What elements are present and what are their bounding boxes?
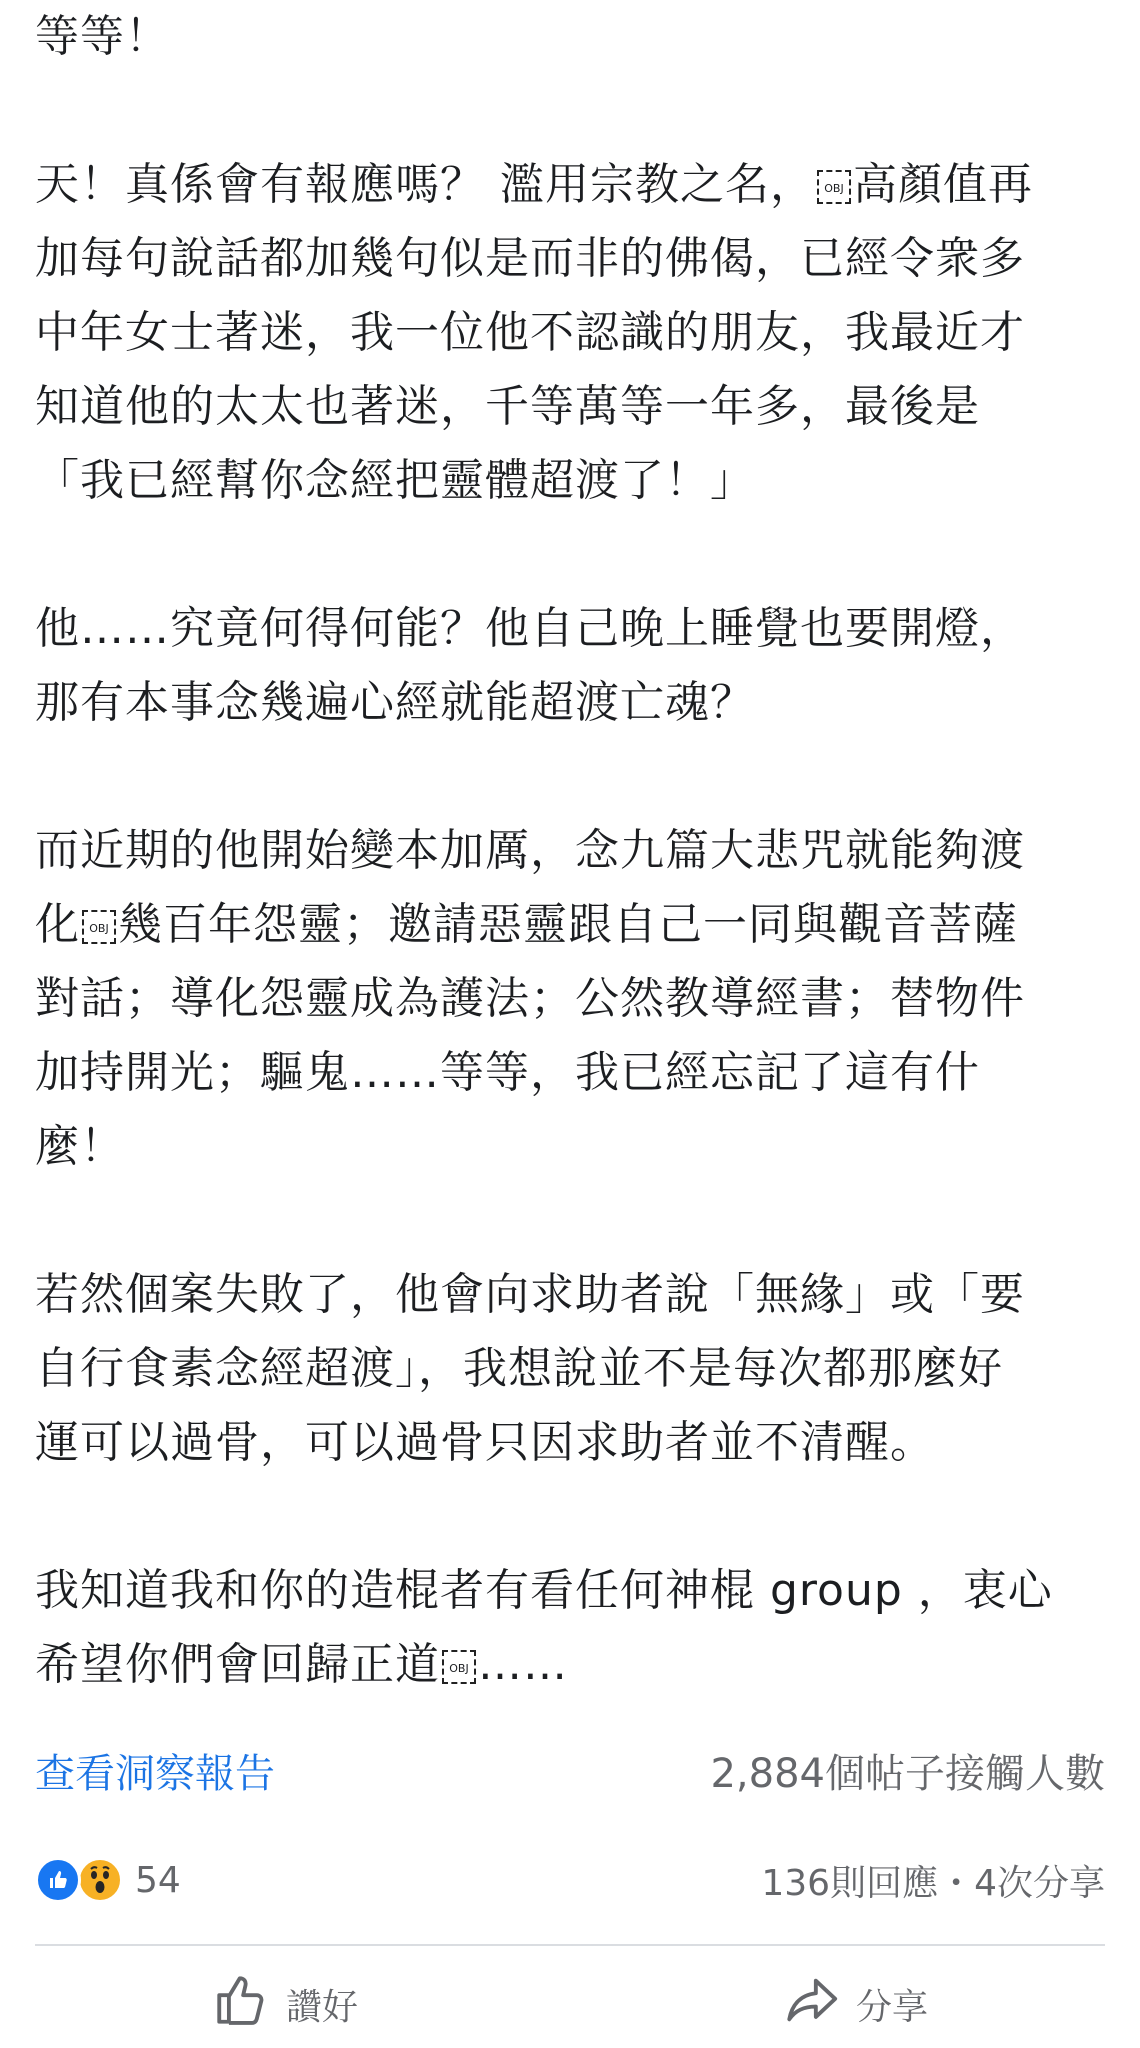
reaction-count: 54	[135, 1859, 181, 1901]
post-reach-count: 2,884個帖子接觸人數	[710, 1750, 1105, 1797]
share-button[interactable]	[570, 1971, 1140, 2038]
wow-reaction-icon	[77, 1857, 123, 1903]
line-text: 等等！	[35, 11, 170, 62]
line-text: 那有本事念幾遍心經就能超渡亡魂？	[35, 677, 755, 728]
thumbs-up-icon	[212, 1971, 270, 2038]
object-placeholder-icon: OBJ	[442, 1650, 476, 1684]
line-text: 天！真係會有報應嗎？ 濫用宗教之名，	[35, 159, 815, 210]
post-paragraph	[35, 1554, 1115, 1702]
line-text: 中年女士著迷，我一位他不認識的朋友，我最近才	[35, 307, 1025, 358]
line-text-after: 幾百年怨靈；邀請惡靈跟自己一同與觀音菩薩	[118, 899, 1018, 950]
line-text: 「我已經幫你念經把靈體超渡了！」	[35, 455, 755, 506]
divider	[35, 1944, 1105, 1946]
line-text: 希望你們會回歸正道	[35, 1639, 440, 1690]
post-text-line	[35, 0, 1115, 74]
action-bar	[0, 1960, 1140, 2048]
reaction-summary[interactable]	[35, 1857, 181, 1903]
line-text: 而近期的他開始變本加厲，念九篇大悲咒就能夠渡	[35, 825, 1025, 876]
post-body	[35, 0, 1115, 1776]
post-text-line	[35, 592, 1115, 666]
line-text: 他……究竟何得何能？他自己晚上睡覺也要開燈，	[35, 603, 1025, 654]
line-text: 若然個案失敗了，他會向求助者說「無緣」或「要	[35, 1269, 1025, 1320]
post-text-line	[35, 888, 1115, 962]
line-text: 我知道我和你的造棍者有看任何神棍 group ，衷心	[35, 1565, 1053, 1616]
reactions-row	[35, 1852, 1105, 1908]
line-text: 對話；導化怨靈成為護法；公然教導經書；替物件	[35, 973, 1025, 1024]
view-insights-link[interactable]: 查看洞察報告	[35, 1750, 275, 1797]
post-text-line	[35, 666, 1115, 740]
post-text-line	[35, 1628, 1115, 1702]
post-text-line	[35, 296, 1115, 370]
post-text-line	[35, 444, 1115, 518]
like-button-label: 讚好	[285, 1986, 358, 2028]
post-text-line	[35, 1554, 1115, 1628]
share-button-label: 分享	[855, 1986, 928, 2028]
post-text-line	[35, 370, 1115, 444]
post-text-line	[35, 1332, 1115, 1406]
comments-shares-count[interactable]: 136則回應・4次分享	[761, 1862, 1105, 1904]
like-reaction-icon	[35, 1857, 81, 1903]
line-text: 加每句說話都加幾句似是而非的佛偈，已經令衆多	[35, 233, 1025, 284]
object-placeholder-icon: OBJ	[82, 910, 116, 944]
post-text-line	[35, 222, 1115, 296]
line-text-after: ……	[478, 1639, 568, 1690]
line-text: 麼！	[35, 1121, 125, 1172]
post-paragraph	[35, 0, 1115, 74]
like-button[interactable]	[0, 1971, 570, 2038]
line-text: 自行食素念經超渡」，我想說並不是每次都那麼好	[35, 1343, 1003, 1394]
post-paragraph	[35, 592, 1115, 740]
line-text: 運可以過骨，可以過骨只因求助者並不清醒。	[35, 1417, 935, 1468]
post-text-line	[35, 1258, 1115, 1332]
line-text: 知道他的太太也著迷，千等萬等一年多，最後是	[35, 381, 980, 432]
insights-row	[35, 1740, 1105, 1800]
post-text-line	[35, 1036, 1115, 1110]
post-paragraph	[35, 814, 1115, 1184]
post-text-line	[35, 1110, 1115, 1184]
line-text-after: 高顏值再	[853, 159, 1033, 210]
post-text-line	[35, 148, 1115, 222]
post-paragraph	[35, 148, 1115, 518]
share-arrow-icon	[782, 1971, 840, 2038]
object-placeholder-icon: OBJ	[817, 170, 851, 204]
line-text: 加持開光；驅鬼……等等，我已經忘記了這有什	[35, 1047, 980, 1098]
post-text-line	[35, 814, 1115, 888]
post-text-line	[35, 962, 1115, 1036]
line-text: 化	[35, 899, 80, 950]
post-paragraph	[35, 1258, 1115, 1480]
post-text-line	[35, 1406, 1115, 1480]
